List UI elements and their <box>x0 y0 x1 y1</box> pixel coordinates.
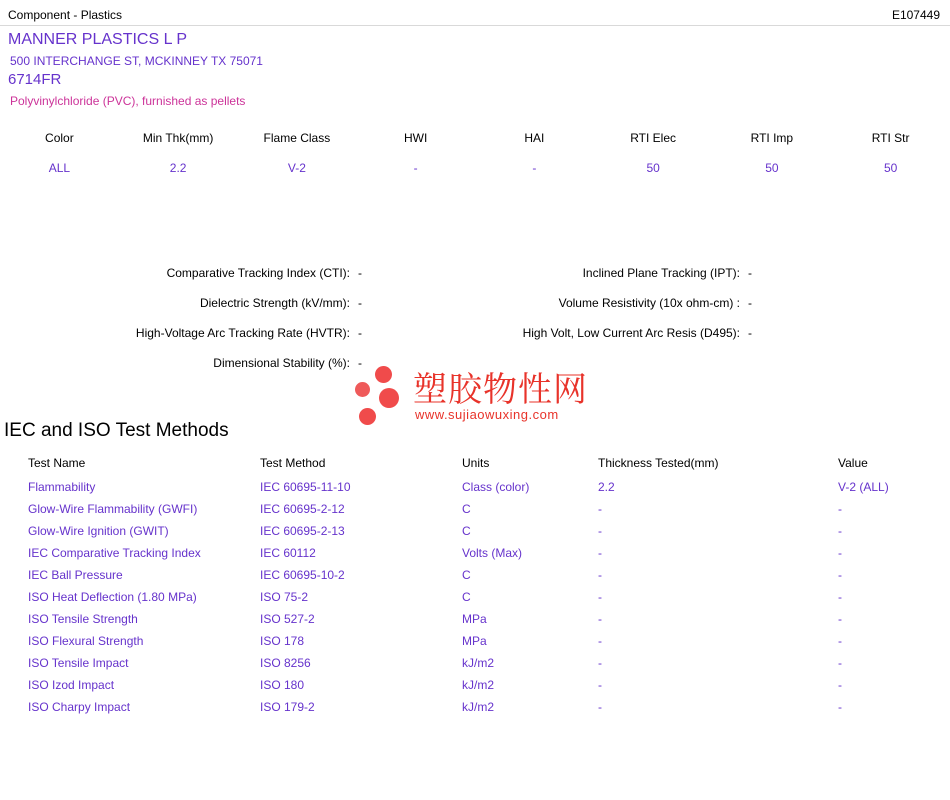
test-method: ISO 179-2 <box>260 700 315 714</box>
test-thickness: - <box>598 524 602 538</box>
test-thickness: - <box>598 568 602 582</box>
table-row <box>28 678 948 700</box>
tests-col-value: Value <box>838 456 868 470</box>
test-thickness: - <box>598 700 602 714</box>
table-row <box>28 502 948 524</box>
company-name: MANNER PLASTICS L P <box>8 31 188 48</box>
test-units: kJ/m2 <box>462 700 495 714</box>
tests-col-test-method: Test Method <box>260 456 326 470</box>
table-row <box>0 161 950 175</box>
page-title: IEC and ISO Test Methods <box>4 420 229 441</box>
test-units: C <box>462 502 471 516</box>
table-row <box>28 656 948 678</box>
test-name: ISO Tensile Impact <box>28 656 129 670</box>
table-row <box>28 700 948 722</box>
property-row <box>0 326 950 356</box>
tests-header-row <box>28 456 948 480</box>
test-value: - <box>838 524 842 538</box>
test-method: IEC 60695-10-2 <box>260 568 345 582</box>
ipt-label: Inclined Plane Tracking (IPT): <box>582 266 740 280</box>
electrical-properties-block <box>0 266 950 386</box>
ratings-cell-flame-class: V-2 <box>287 161 306 175</box>
test-name: ISO Heat Deflection (1.80 MPa) <box>28 590 197 604</box>
test-units: Volts (Max) <box>462 546 523 560</box>
test-method: ISO 527-2 <box>260 612 315 626</box>
tests-col-test-name: Test Name <box>28 456 86 470</box>
test-name: IEC Ball Pressure <box>28 568 123 582</box>
material-grade: 6714FR <box>8 71 62 88</box>
test-units: kJ/m2 <box>462 656 495 670</box>
dimensional-stability-label: Dimensional Stability (%): <box>213 356 350 370</box>
test-name: ISO Izod Impact <box>28 678 115 692</box>
test-methods-table-wrapper <box>0 456 950 722</box>
hvtr-value: - <box>358 326 362 340</box>
cti-value: - <box>358 266 362 280</box>
test-units: Class (color) <box>462 480 530 494</box>
test-value: - <box>838 634 842 648</box>
test-method: ISO 180 <box>260 678 305 692</box>
test-method: IEC 60695-11-10 <box>260 480 351 494</box>
ratings-col-color: Color <box>45 131 74 145</box>
ratings-header-row <box>0 131 950 161</box>
ratings-col-hai: HAI <box>524 131 545 145</box>
test-units: MPa <box>462 634 487 648</box>
test-value: - <box>838 612 842 626</box>
property-row <box>0 296 950 326</box>
d495-label: High Volt, Low Current Arc Resis (D495): <box>522 326 740 340</box>
test-name: ISO Flexural Strength <box>28 634 144 648</box>
ipt-value: - <box>748 266 752 280</box>
table-row <box>28 546 948 568</box>
hvtr-label: High-Voltage Arc Tracking Rate (HVTR): <box>135 326 350 340</box>
test-units: MPa <box>462 612 487 626</box>
test-name: Flammability <box>28 480 96 494</box>
table-row <box>28 590 948 612</box>
test-value: - <box>838 656 842 670</box>
d495-value: - <box>748 326 752 340</box>
test-method: IEC 60695-2-12 <box>260 502 345 516</box>
test-units: C <box>462 590 471 604</box>
test-name: IEC Comparative Tracking Index <box>28 546 201 560</box>
component-category-label: Component - Plastics <box>8 8 123 22</box>
test-value: V-2 (ALL) <box>838 480 889 494</box>
ratings-cell-rti-elec: 50 <box>646 161 660 175</box>
ratings-col-min-thk: Min Thk(mm) <box>142 131 214 145</box>
ratings-cell-hwi: - <box>413 161 418 175</box>
test-method: ISO 75-2 <box>260 590 309 604</box>
test-name: ISO Charpy Impact <box>28 700 131 714</box>
test-thickness: - <box>598 590 602 604</box>
test-name: Glow-Wire Ignition (GWIT) <box>28 524 169 538</box>
ratings-table <box>0 131 950 175</box>
property-row <box>0 266 950 296</box>
test-units: kJ/m2 <box>462 678 495 692</box>
table-row <box>28 568 948 590</box>
ratings-cell-rti-str: 50 <box>883 161 898 175</box>
watermark-site-url: www.sujiaowuxing.com <box>415 407 559 422</box>
test-value: - <box>838 546 842 560</box>
test-thickness: 2.2 <box>598 480 615 494</box>
test-thickness: - <box>598 612 602 626</box>
test-name: ISO Tensile Strength <box>28 612 138 626</box>
test-thickness: - <box>598 656 602 670</box>
test-value: - <box>838 700 842 714</box>
ratings-cell-color: ALL <box>48 161 71 175</box>
property-row <box>0 356 950 386</box>
ratings-cell-hai: - <box>532 161 537 175</box>
tests-col-thickness: Thickness Tested(mm) <box>598 456 719 470</box>
test-thickness: - <box>598 678 602 692</box>
table-row <box>28 524 948 546</box>
dielectric-strength-value: - <box>358 296 362 310</box>
volume-resistivity-label: Volume Resistivity (10x ohm-cm) : <box>558 296 740 310</box>
table-row <box>28 634 948 656</box>
watermark-site-name: 塑胶物性网 <box>413 370 588 410</box>
cti-label: Comparative Tracking Index (CTI): <box>166 266 350 280</box>
ratings-cell-rti-imp: 50 <box>765 161 779 175</box>
tests-col-units: Units <box>462 456 490 470</box>
ratings-col-rti-str: RTI Str <box>871 131 910 145</box>
header-divider <box>0 25 950 26</box>
ratings-table-wrapper <box>0 131 950 175</box>
material-description: Polyvinylchloride (PVC), furnished as pellets <box>10 94 246 108</box>
ratings-col-flame-class: Flame Class <box>263 131 331 145</box>
test-method: IEC 60695-2-13 <box>260 524 345 538</box>
volume-resistivity-value: - <box>748 296 752 310</box>
table-row <box>28 480 948 502</box>
test-value: - <box>838 568 842 582</box>
test-thickness: - <box>598 546 602 560</box>
test-value: - <box>838 590 842 604</box>
test-units: C <box>462 524 471 538</box>
ratings-col-rti-imp: RTI Imp <box>750 131 794 145</box>
company-address: 500 INTERCHANGE ST, MCKINNEY TX 75071 <box>10 54 263 68</box>
file-number: E107449 <box>891 8 940 22</box>
test-value: - <box>838 678 842 692</box>
dielectric-strength-label: Dielectric Strength (kV/mm): <box>199 296 350 310</box>
test-value: - <box>838 502 842 516</box>
document-header <box>0 8 950 26</box>
test-thickness: - <box>598 634 602 648</box>
test-thickness: - <box>598 502 602 516</box>
ratings-col-rti-elec: RTI Elec <box>630 131 677 145</box>
dimensional-stability-value: - <box>358 356 362 370</box>
test-methods-table <box>28 456 948 722</box>
test-units: C <box>462 568 471 582</box>
test-name: Glow-Wire Flammability (GWFI) <box>28 502 198 516</box>
table-row <box>28 612 948 634</box>
ratings-col-hwi: HWI <box>403 131 428 145</box>
test-method: IEC 60112 <box>260 546 316 560</box>
test-method: ISO 8256 <box>260 656 311 670</box>
test-method: ISO 178 <box>260 634 305 648</box>
ratings-cell-min-thk: 2.2 <box>169 161 187 175</box>
